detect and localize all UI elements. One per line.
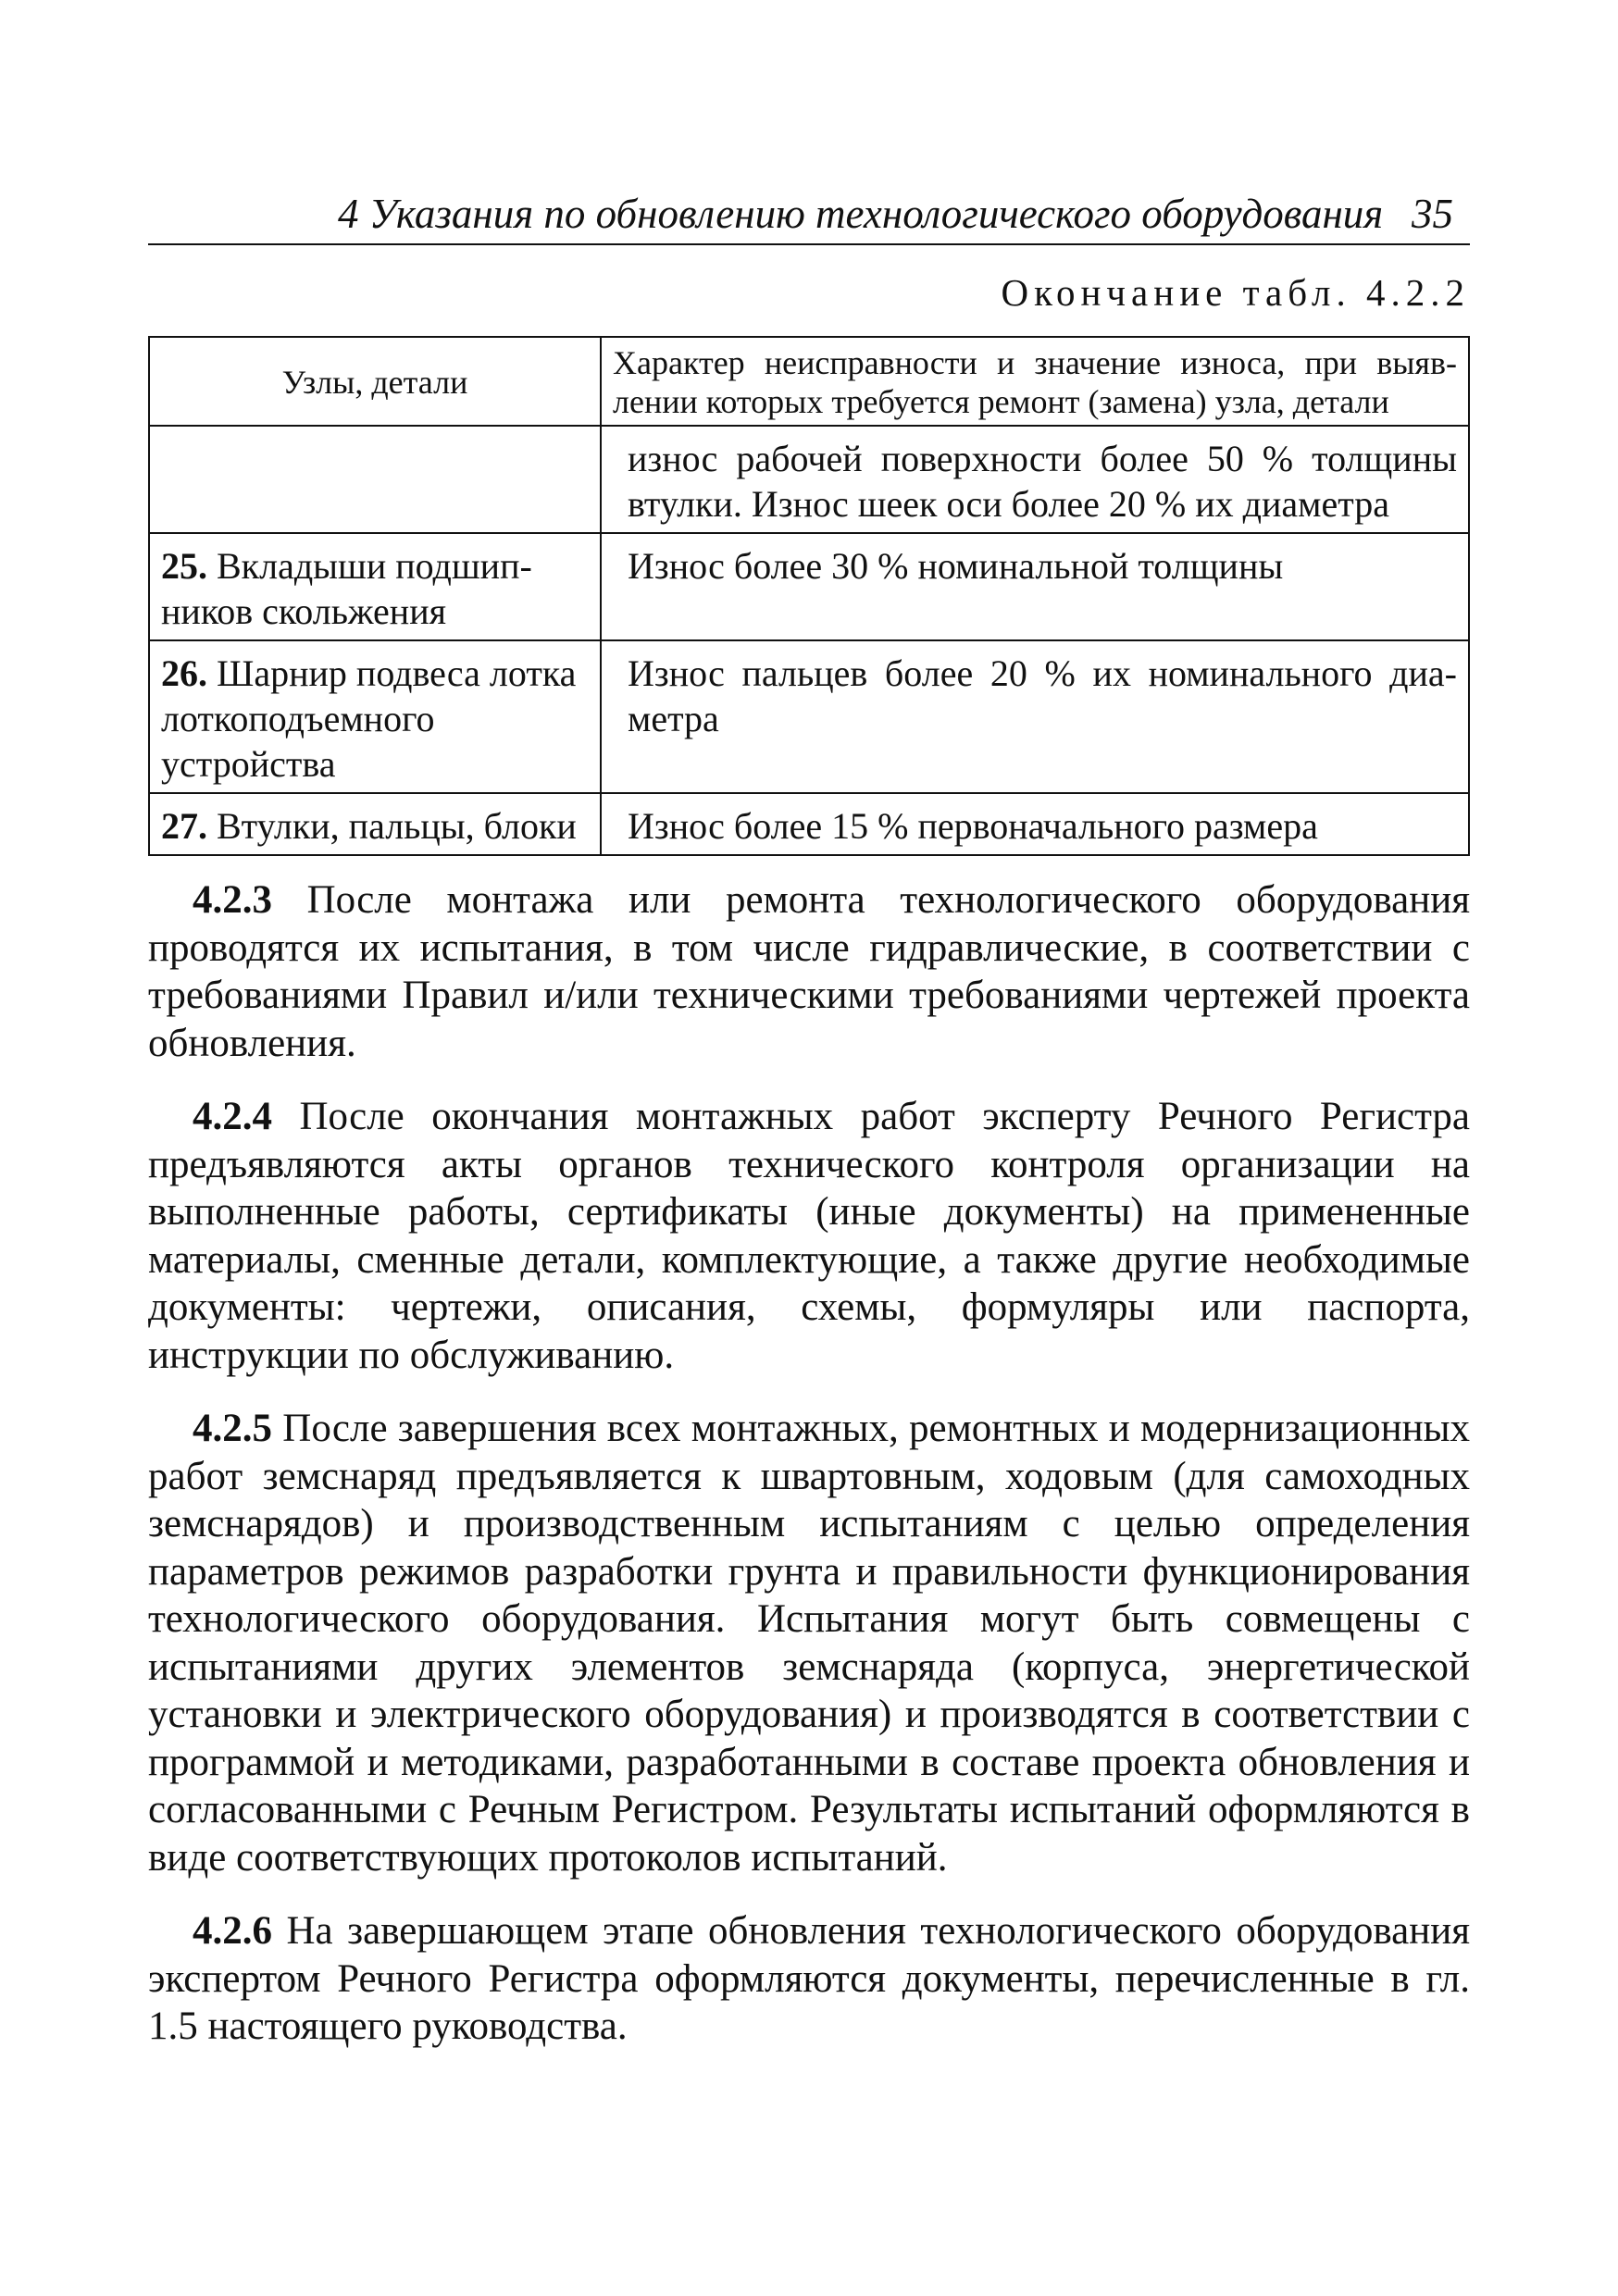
table-caption: Окончание табл. 4.2.2 [1001, 271, 1470, 314]
column-header-parts: Узлы, детали [149, 337, 601, 426]
table-row [149, 793, 1469, 855]
table-header-row [149, 337, 1469, 426]
part-cell [149, 426, 601, 533]
defect-description: Износ более 15 % первоначального размера [601, 793, 1469, 855]
page-number: 35 [1412, 191, 1453, 237]
paragraph [148, 1405, 1470, 1881]
paragraph-text: На завершающем этапе обновления технологического оборудования экспертом Речного Регистра оформляются документы, перечисленные в гл. 1.5 настоящего руководства. [148, 1909, 1471, 2048]
paragraph-number: 4.2.3 [193, 878, 272, 922]
table-row [149, 533, 1469, 640]
paragraph-number: 4.2.4 [193, 1095, 272, 1138]
body-text [148, 876, 1470, 2051]
part-number: 26. [161, 652, 207, 694]
part-number: 25. [161, 545, 207, 587]
running-header [148, 190, 1470, 245]
column-header-defect: Характер неисправности и значение износа, при выявлении которых требуется ремонт (замена) узла, детали [601, 337, 1469, 426]
part-cell [149, 533, 601, 640]
part-name: Шарнир подвеса лотка лоткоподъемного устройства [161, 652, 577, 785]
part-number: 27. [161, 805, 207, 847]
paragraph-text: После окончания монтажных работ эксперту Речного Регистра предъявляются акты органов технического контроля организации на выполненные работы, сертификаты (иные документы) на примененные материалы, сменные детали, комплектующие, а также другие необходимые документы: чертежи, описания, схемы, формуляры или паспорта, инструкции по обслуживанию. [148, 1095, 1470, 1377]
defect-description: Износ более 30 % номинальной толщины [601, 533, 1469, 640]
table-row [149, 640, 1469, 793]
part-cell [149, 793, 601, 855]
chapter-title: 4 Указания по обновлению технологического оборудования [338, 191, 1384, 237]
defects-table [148, 336, 1470, 856]
document-page [148, 190, 1470, 2051]
paragraph-number: 4.2.5 [193, 1407, 272, 1450]
table-row [149, 426, 1469, 533]
paragraph-text: После завершения всех монтажных, ремонтных и модернизационных работ земснаряд предъявляется к швартовным, ходовым (для самоходных земснарядов) и производственным испытаниям с целью определения параметров режимов разработки грунта и правильности функционирования технологического оборудования. Испытания могут быть совмещены с испытаниями других элементов земснаряда (корпуса, энергетической установки и электрического оборудования) и производятся в соответствии с программой и методиками, разработанными в составе проекта обновления и согласованными с Речным Регистром. Результаты испытаний оформляются в виде соответствующих протоколов испытаний. [148, 1407, 1471, 1880]
part-name: Вкладыши подшипников скольжения [161, 545, 532, 632]
paragraph [148, 1093, 1470, 1379]
part-cell [149, 640, 601, 793]
paragraph-number: 4.2.6 [193, 1909, 272, 1953]
table-body [149, 426, 1469, 855]
part-name: Втулки, пальцы, блоки [217, 805, 577, 847]
paragraph [148, 876, 1470, 1067]
defect-description: износ рабочей поверхности более 50 % толщины втулки. Износ шеек оси более 20 % их диаметра [601, 426, 1469, 533]
paragraph [148, 1907, 1470, 2051]
defect-description: Износ пальцев более 20 % их номинального диаметра [601, 640, 1469, 793]
paragraph-text: После монтажа или ремонта технологического оборудования проводятся их испытания, в том числе гидравлические, в соответствии с требованиями Правил и/или техническими требованиями чертежей проекта обновления. [148, 878, 1470, 1065]
